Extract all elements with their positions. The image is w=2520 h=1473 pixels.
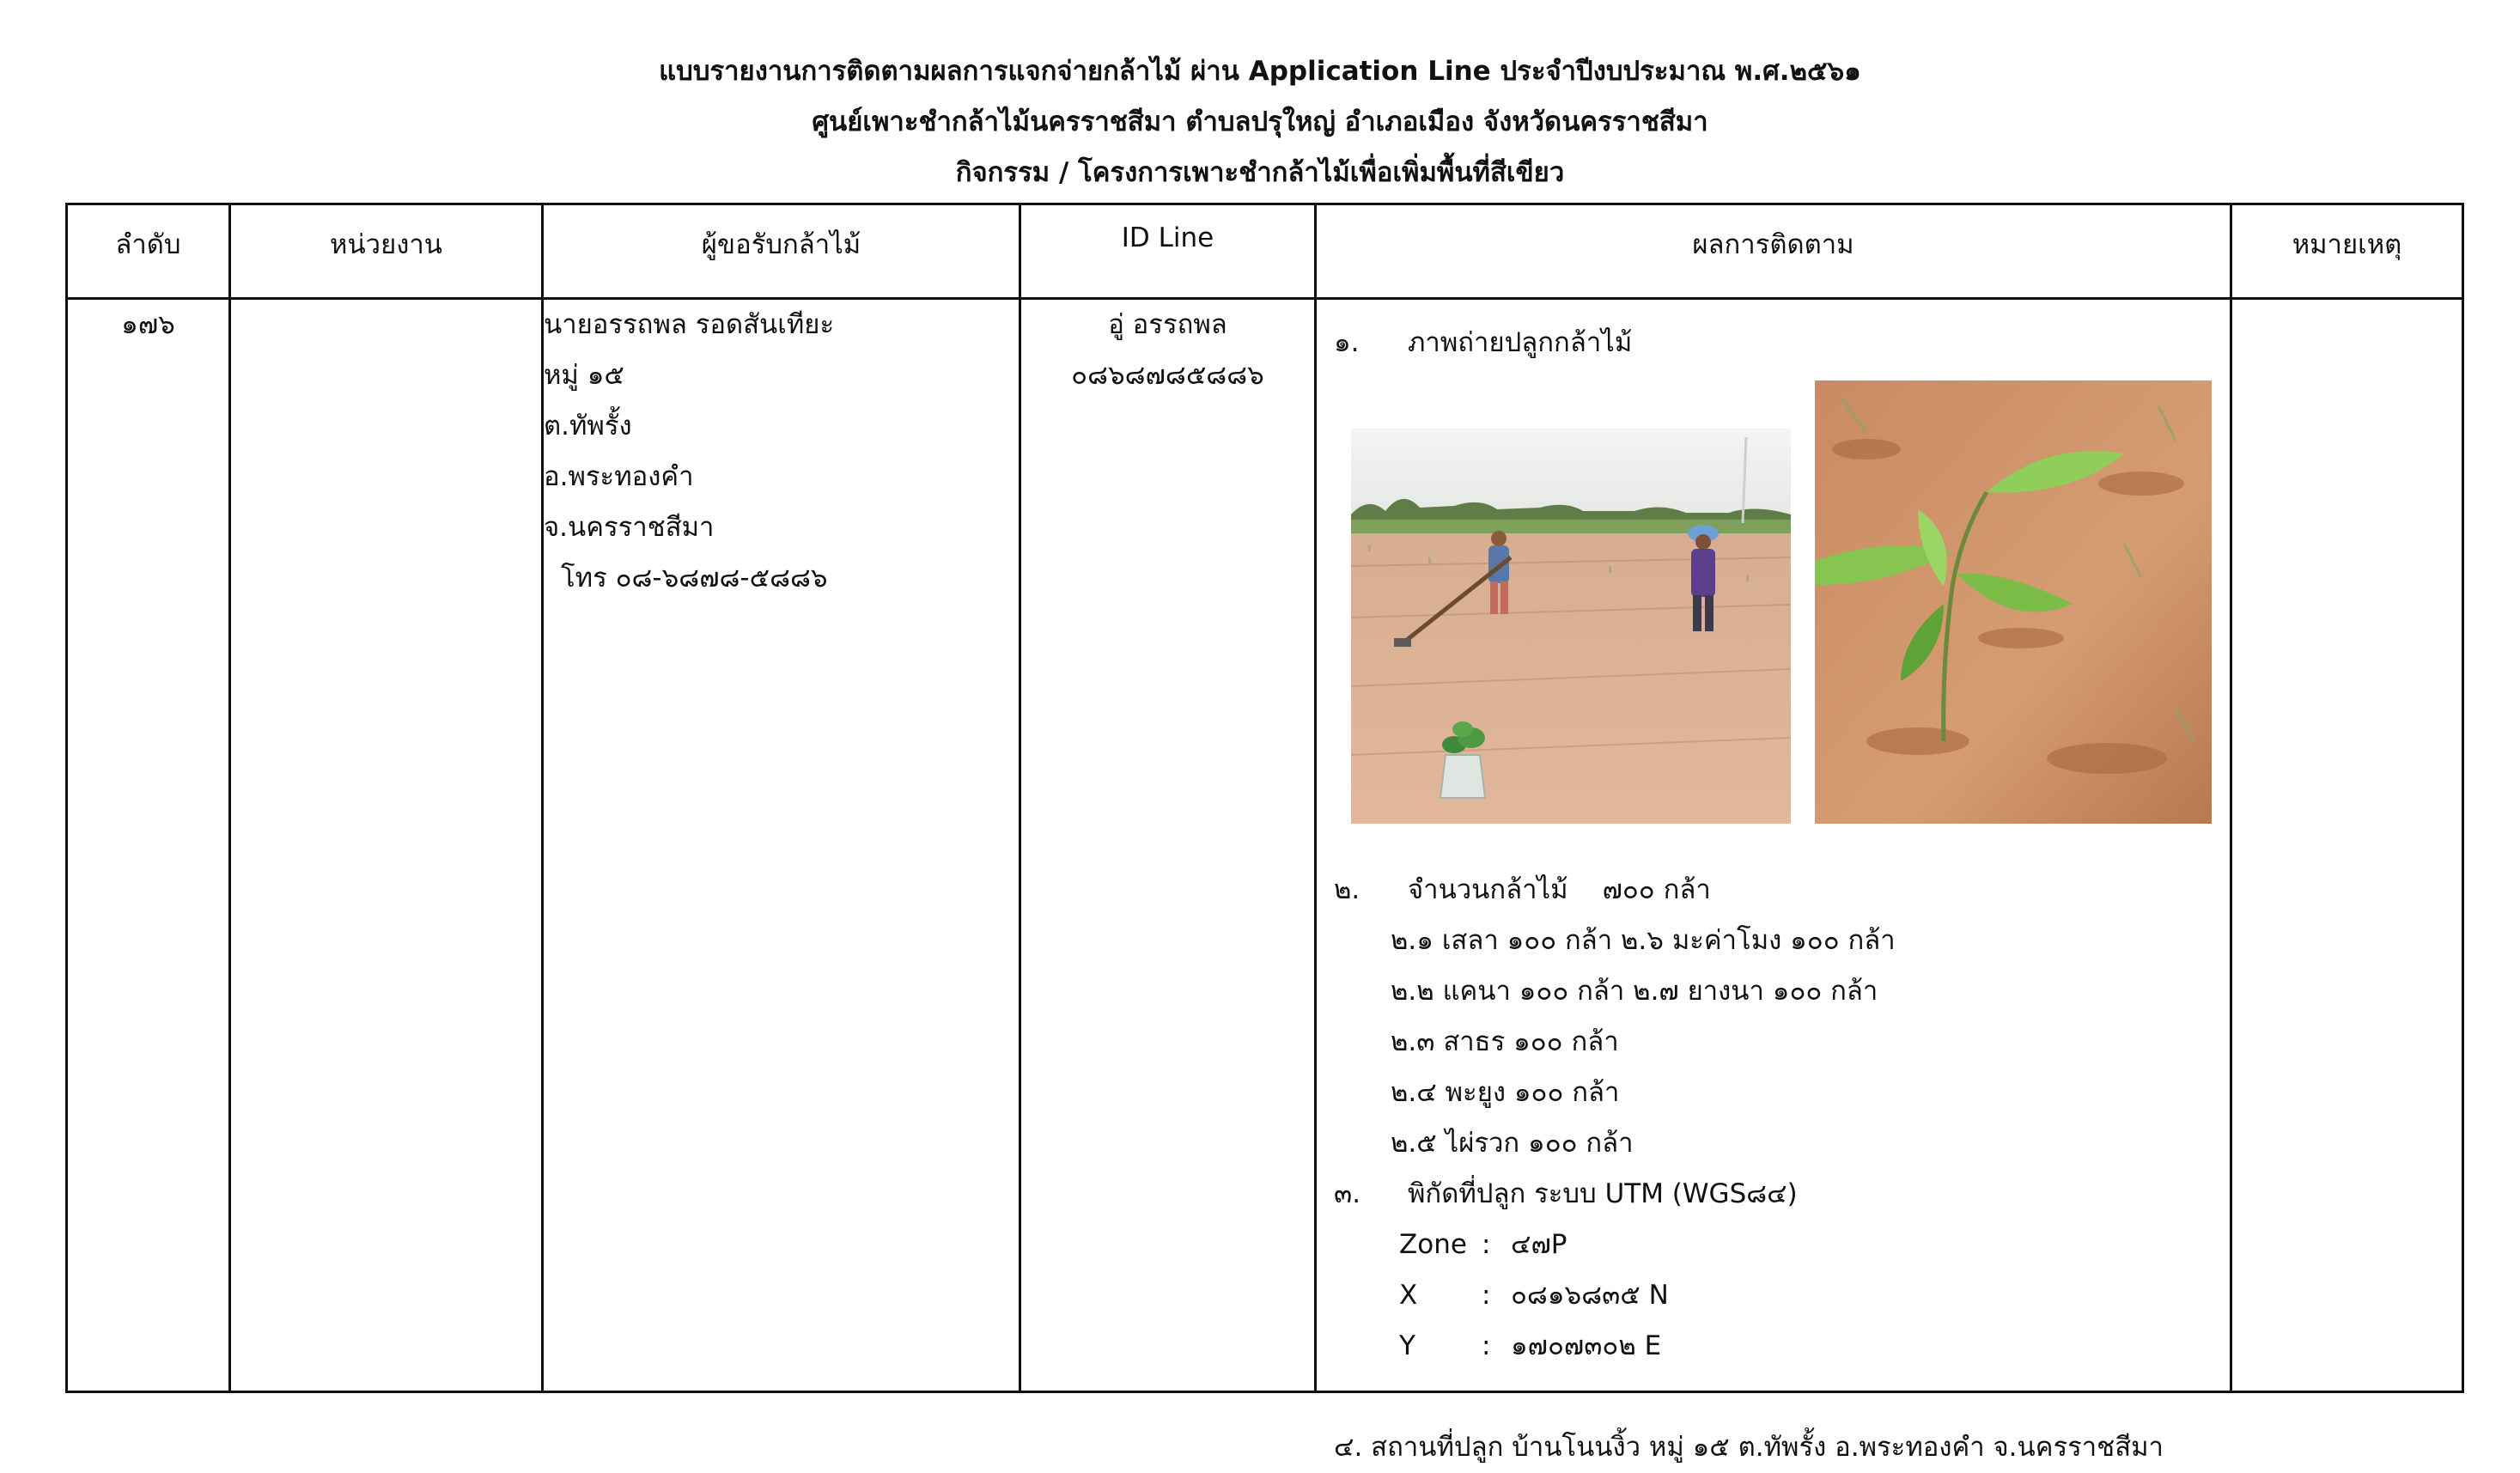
applicant-name: นายอรรถพล รอดสันเทียะ	[544, 309, 835, 340]
item1-label: ภาพถ่ายปลูกกล้าไม้	[1408, 327, 1633, 358]
utm-y-line	[1334, 1321, 2221, 1372]
utm-x-sep: :	[1482, 1280, 1491, 1311]
applicant-province: จ.นครราชสีมา	[544, 512, 715, 543]
species-line: ๒.๑ เสลา ๑๐๐ กล้า ๒.๖ มะค่าโมง ๑๐๐ กล้า	[1391, 925, 1896, 956]
column-header-applicant: ผู้ขอรับกล้าไม้	[543, 204, 1020, 299]
id-line-name: อู่ อรรถพล	[1108, 309, 1227, 340]
item2-label: จำนวนกล้าไม้	[1408, 874, 1568, 905]
table-row	[67, 299, 2463, 1392]
item2-line	[1334, 865, 2221, 916]
item2-number: ๒.	[1334, 874, 1360, 905]
applicant-cell	[543, 299, 1020, 1392]
agency-cell	[230, 299, 543, 1392]
header-title: แบบรายงานการติดตามผลการแจกจ่ายกล้าไม้ ผ่าน Application Line ประจำปีงบประมาณ พ.ศ.๒๕๖๑	[659, 56, 1861, 87]
remark-cell	[2231, 299, 2463, 1392]
item3-label: พิกัดที่ปลูก ระบบ UTM (WGS๘๔)	[1408, 1178, 1798, 1209]
utm-y-value: ๑๗๐๗๓๐๒ E	[1511, 1330, 1662, 1361]
header-subtitle: ศูนย์เพาะชำกล้าไม้นครราชสีมา ตำบลปรุใหญ่ อำเภอเมือง จังหวัดนครราชสีมา	[812, 107, 1708, 137]
item3-number: ๓.	[1334, 1178, 1361, 1209]
table-header-row	[67, 204, 2463, 299]
applicant-phone: โทร ๐๘-๖๘๗๘-๕๘๘๖	[561, 563, 828, 593]
utm-zone-sep: :	[1482, 1229, 1491, 1260]
order-number: ๑๗๖	[121, 309, 175, 340]
utm-y-sep: :	[1482, 1330, 1491, 1361]
item1-number: ๑.	[1334, 327, 1360, 358]
species-line: ๒.๔ พะยูง ๑๐๐ กล้า	[1391, 1077, 1620, 1108]
item3-line	[1334, 1169, 2221, 1220]
seedling-closeup-photo	[1815, 380, 2212, 824]
column-header-id-line: ID Line	[1020, 204, 1316, 299]
item2-total: ๗๐๐ กล้า	[1602, 874, 1711, 905]
species-line: ๒.๓ สาธร ๑๐๐ กล้า	[1391, 1026, 1619, 1057]
applicant-subdistrict: ต.ทัพรั้ง	[544, 411, 632, 441]
result-details	[1334, 865, 2221, 1473]
species-line: ๒.๒ แคนา ๑๐๐ กล้า ๒.๗ ยางนา ๑๐๐ กล้า	[1391, 976, 1878, 1007]
report-table	[65, 203, 2464, 1463]
species-line: ๒.๕ ไผ่รวก ๑๐๐ กล้า	[1391, 1128, 1634, 1159]
utm-zone-line	[1334, 1220, 2221, 1270]
applicant-district: อ.พระทองคำ	[544, 461, 694, 492]
header-activity: กิจกรรม / โครงการเพาะชำกล้าไม้เพื่อเพิ่มพื้นที่สีเขียว	[955, 157, 1565, 188]
utm-x-line	[1334, 1270, 2221, 1321]
utm-y-label: Y	[1399, 1330, 1415, 1361]
id-line-phone: ๐๘๖๘๗๘๕๘๘๖	[1071, 360, 1264, 391]
report-header	[0, 46, 2520, 198]
order-cell	[67, 299, 230, 1392]
id-line-cell	[1020, 299, 1316, 1392]
result-cell	[1316, 299, 2231, 1463]
column-header-agency: หน่วยงาน	[230, 204, 543, 299]
applicant-village: หมู่ ๑๕	[544, 360, 624, 391]
field-planting-photo	[1351, 429, 1791, 824]
column-header-order: ลำดับ	[67, 204, 230, 299]
utm-x-value: ๐๘๑๖๘๓๕ N	[1511, 1280, 1669, 1311]
column-header-result: ผลการติดตาม	[1316, 204, 2231, 299]
item4-line: ๔. สถานที่ปลูก บ้านโนนงิ้ว หมู่ ๑๕ ต.ทัพรั้ง อ.พระทองคำ จ.นครราชสีมา	[1334, 1432, 2164, 1463]
column-header-remark: หมายเหตุ	[2231, 204, 2463, 299]
utm-zone-value: ๔๗P	[1511, 1229, 1567, 1260]
utm-zone-label: Zone	[1399, 1229, 1467, 1260]
item1-heading	[1334, 320, 1632, 363]
utm-x-label: X	[1399, 1280, 1418, 1311]
